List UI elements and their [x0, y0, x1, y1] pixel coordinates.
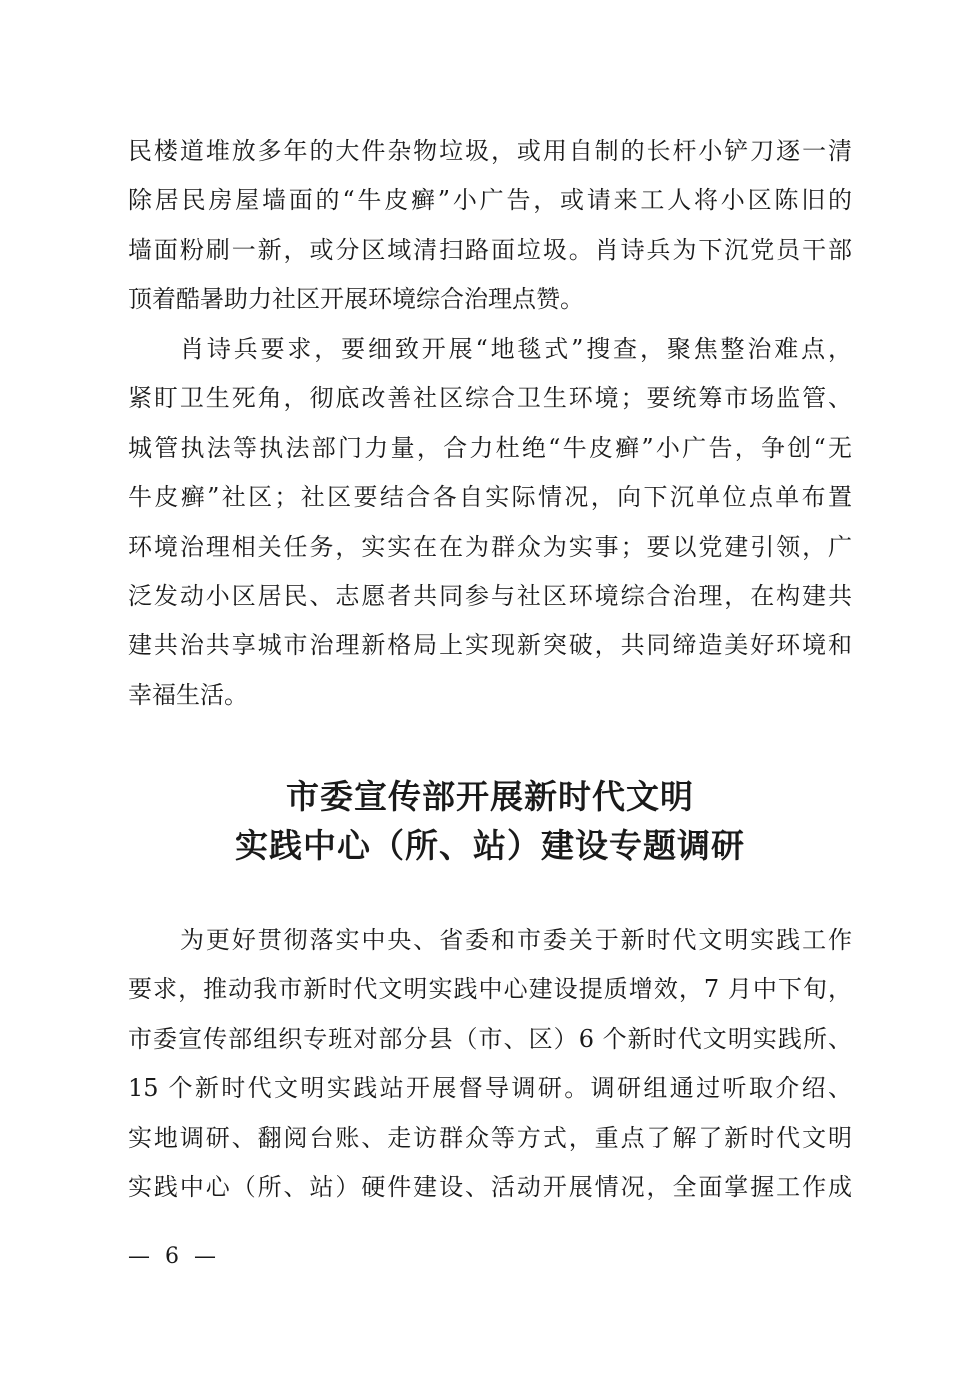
text-line: 肖诗兵要求，要细致开展“地毯式”搜查，聚焦整治难点，	[180, 335, 852, 363]
page-number: — 6 —	[128, 1244, 220, 1269]
paragraph-requirements	[128, 325, 852, 720]
text-line: 15 个新时代文明实践站开展督导调研。调研组通过听取介绍、	[128, 1074, 852, 1103]
text-line: 幸福生活。	[128, 680, 248, 709]
text-line: 市委宣传部组织专班对部分县（市、区）6 个新时代文明实践所、	[128, 1024, 852, 1053]
text-line: 要求，推动我市新时代文明实践中心建设提质增效，7 月中下旬，	[128, 975, 852, 1004]
text-line: 墙面粉刷一新，或分区域清扫路面垃圾。肖诗兵为下沉党员干部	[128, 235, 852, 264]
text-line: 泛发动小区居民、志愿者共同参与社区环境综合治理，在构建共	[128, 581, 852, 610]
text-line: 除居民房屋墙面的“牛皮癣”小广告，或请来工人将小区陈旧的	[128, 186, 852, 215]
paragraph-continued	[128, 127, 852, 325]
text-line: 牛皮癣”社区；社区要结合各自实际情况，向下沉单位点单布置	[128, 483, 852, 512]
text-line: 环境治理相关任务，实实在在为群众为实事；要以党建引领，广	[128, 532, 852, 561]
text-line: 实践中心（所、站）硬件建设、活动开展情况，全面掌握工作成	[128, 1172, 852, 1201]
paragraph-article-body	[128, 916, 852, 1212]
text-line: 民楼道堆放多年的大件杂物垃圾，或用自制的长杆小铲刀逐一清	[128, 137, 852, 165]
text-line: 城管执法等执法部门力量，合力杜绝“牛皮癣”小广告，争创“无	[128, 433, 852, 462]
text-line: 建共治共享城市治理新格局上实现新突破，共同缔造美好环境和	[128, 631, 852, 660]
text-line: 实地调研、翻阅台账、走访群众等方式，重点了解了新时代文明	[128, 1123, 852, 1152]
text-line: 紧盯卫生死角，彻底改善社区综合卫生环境；要统筹市场监管、	[128, 384, 852, 413]
text-line: 顶着酷暑助力社区开展环境综合治理点赞。	[128, 285, 584, 314]
text-line: 为更好贯彻落实中央、省委和市委关于新时代文明实践工作	[180, 926, 852, 954]
article-title-line-2: 实践中心（所、站）建设专题调研	[235, 826, 745, 865]
article-title-line-1: 市委宣传部开展新时代文明	[286, 777, 694, 816]
